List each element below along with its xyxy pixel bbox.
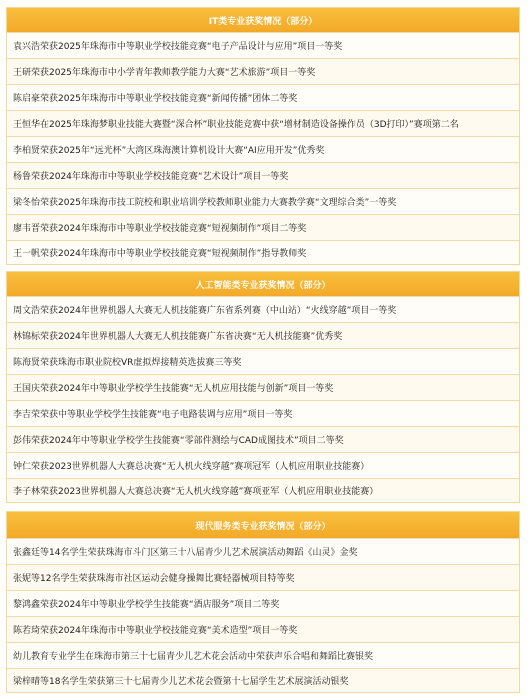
list-item: 张妮等12名学生荣获珠海市社区运动会健身操舞比赛轻器械项目特等奖 xyxy=(7,564,519,590)
list-item: 钟仁荣获2023世界机器人大赛总决赛“无人机火线穿越”赛项冠军（人机应用职业技能赛） xyxy=(7,452,519,478)
list-item: 李子林荣获2023世界机器人大赛总决赛“无人机火线穿越”赛项亚军（人机应用职业技能赛） xyxy=(7,478,519,502)
section-title xyxy=(7,8,519,32)
list-item: 李吉荣荣获中等职业学校学生技能赛“电子电路装调与应用”项目一等奖 xyxy=(7,400,519,426)
list-item: 王研荣获2025年珠海市中小学青年教师教学能力大赛“艺术旅游”项目一等奖 xyxy=(7,58,519,84)
section-title-text: 人工智能类专业获奖情况（部分） xyxy=(195,280,331,291)
list-item: 梁梓晴等18名学生荣获第三十七届青少儿艺术花会暨第十七届学生艺术展演活动银奖 xyxy=(7,668,519,692)
list-item: 梁冬怡荣获2025年珠海市技工院校和职业培训学校教师职业能力大赛教学赛“文理综合类”一等奖 xyxy=(7,188,519,214)
list-item: 周文浩荣获2024年世界机器人大赛无人机技能赛广东省系列赛（中山站）“火线穿越”项目一等奖 xyxy=(7,296,519,322)
list-item: 陈海贤荣获珠海市职业院校VR虚拟焊接精英选拔赛三等奖 xyxy=(7,348,519,374)
list-item: 幼儿教育专业学生在珠海市第三十七届青少儿艺术花会活动中荣获声乐合唱和舞蹈比赛银奖 xyxy=(7,642,519,668)
list-item: 杨鲁荣获2024年珠海市中等职业学校技能竞赛“艺术设计”项目一等奖 xyxy=(7,162,519,188)
section-title-text: 现代服务类专业获奖情况（部分） xyxy=(195,521,331,532)
section-ai xyxy=(6,271,520,503)
list-item: 王恒华在2025年珠海梦职业技能大赛暨“深合杯”职业技能竞赛中获“增材制造设备操作员（3D打印）”赛项第二名 xyxy=(7,110,519,136)
list-item: 廖韦晋荣获2024年珠海市中等职业学校技能竞赛“短视频制作”项目二等奖 xyxy=(7,214,519,240)
list-item: 王一帆荣获2024年珠海市中等职业学校技能竞赛“短视频制作”指导教师奖 xyxy=(7,240,519,264)
list-item: 陈启豪荣获2025年珠海市中等职业学校技能竞赛“新闻传播”团体二等奖 xyxy=(7,84,519,110)
section-title xyxy=(7,512,519,538)
section-title xyxy=(7,272,519,296)
section-services xyxy=(6,511,520,693)
list-item: 张鑫廷等14名学生荣获珠海市斗门区第三十八届青少儿艺术展演活动舞蹈《山灵》金奖 xyxy=(7,538,519,564)
list-item: 袁兴浩荣获2025年珠海市中等职业学校技能竞赛“电子产品设计与应用”项目一等奖 xyxy=(7,32,519,58)
list-item: 李柏贤荣获2025年“远光杯”大湾区珠海澳计算机设计大赛“AI应用开发”优秀奖 xyxy=(7,136,519,162)
section-it xyxy=(6,7,520,265)
list-item: 林锦标荣获2024年世界机器人大赛无人机技能赛广东省决赛“无人机技能赛”优秀奖 xyxy=(7,322,519,348)
section-title-text: IT类专业获奖情况（部分） xyxy=(208,16,318,27)
list-item: 王国庆荣获2024年中等职业学校学生技能赛“无人机应用技能与创新”项目一等奖 xyxy=(7,374,519,400)
list-item: 黎鸿鑫荣获2024年中等职业学校学生技能赛“酒店服务”项目二等奖 xyxy=(7,590,519,616)
list-item: 陈若琦荣获2024年珠海市中等职业学校技能竞赛“美术造型”项目一等奖 xyxy=(7,616,519,642)
list-item: 彭伟荣获2024年中等职业学校学生技能赛“零部件测绘与CAD成图技术”项目二等奖 xyxy=(7,426,519,452)
